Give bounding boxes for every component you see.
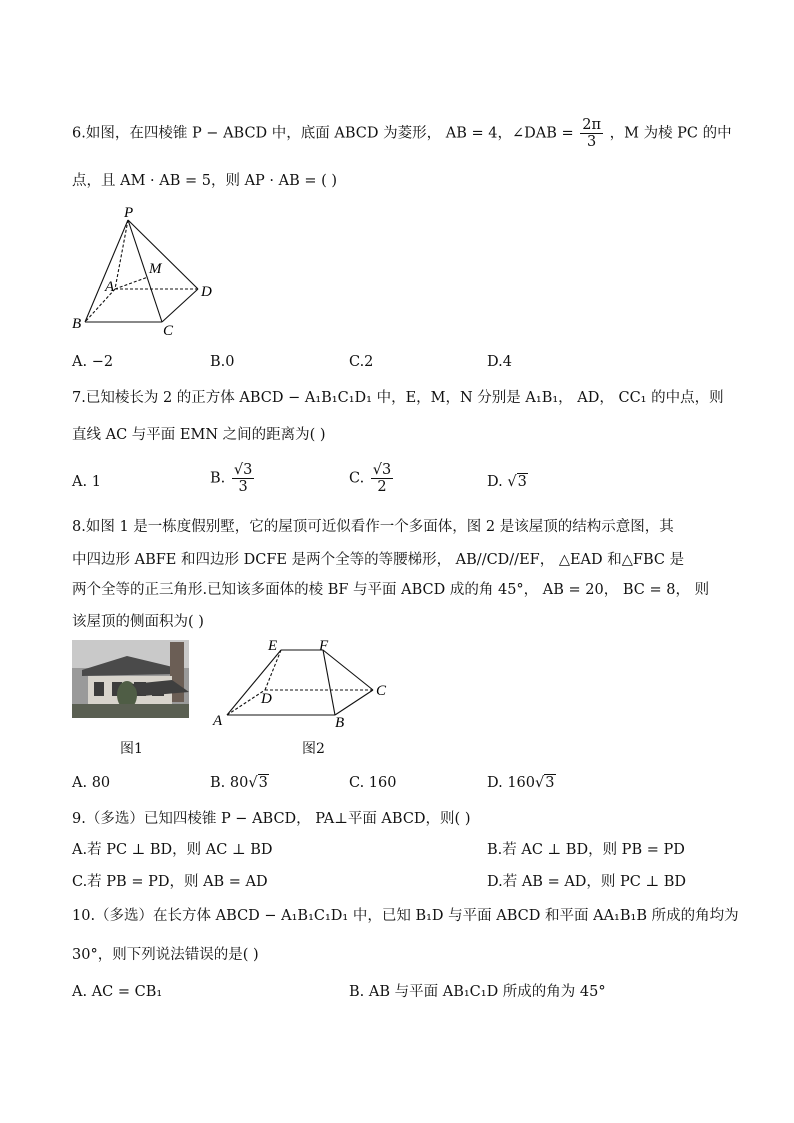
q7-option-b-den: 3 [238,479,248,495]
q8-option-a[interactable]: A. 80 [72,775,111,791]
q7-option-c-fraction [371,462,393,495]
edge-pd [128,220,198,289]
label-c: C [376,683,387,699]
label-m: M [149,261,162,277]
q8-line4: 该屋顶的侧面积为( ) [72,614,204,630]
q6-line2: 点，且 AM · AB = 5，则 AP · AB = ( ) [72,173,338,189]
q7-option-c-label: C. [349,470,365,487]
q7-option-d-radicand: 3 [517,474,527,490]
q7-line1: 7.已知棱长为 2 的正方体 ABCD − A₁B₁C₁D₁ 中，E，M，N 分别是 A₁B₁， AD， CC₁ 的中点，则 [72,390,724,406]
fig1-caption: 图1 [120,741,143,757]
q7-option-d-radical: √3 [507,474,527,490]
edge-cd [162,289,198,322]
q6-option-a[interactable]: A. −2 [72,354,114,370]
edge-ea [227,650,281,715]
q9-line1: 9.（多选）已知四棱锥 P − ABCD， PA⊥平面 ABCD，则( ) [72,811,471,827]
label-a: A [105,279,115,295]
q6-option-b[interactable]: B.0 [210,354,235,370]
edge-am [115,277,148,289]
label-b: B [72,316,82,332]
q7-option-d-label: D. [487,474,503,490]
q8-option-b-radical: √3 [248,775,268,791]
label-p: P [124,205,134,221]
q8-line2: 中四边形 ABFE 和四边形 DCFE 是两个全等的等腰梯形， AB//CD//EF， △EAD 和△FBC 是 [72,552,685,568]
q7-option-b[interactable] [210,462,256,495]
edge-ad [227,690,265,715]
label-c: C [163,323,174,339]
q7-option-b-num: √3 [233,462,253,478]
q6-line1-end: ，M 为棱 PC 的中 [609,125,732,142]
label-f: F [319,638,329,654]
q7-option-b-label: B. [210,470,226,487]
edge-fc [323,650,373,690]
q8-option-d-label: D. 160 [487,775,536,791]
edge-bc [335,690,373,715]
villa-photo [72,640,189,718]
roof-structure-figure [205,635,405,730]
q6-option-c[interactable]: C.2 [349,354,374,370]
edge-ed [265,650,281,690]
q8-option-d-radicand: 3 [545,775,555,791]
q9-option-b[interactable]: B.若 AC ⊥ BD，则 PB = PD [487,842,685,858]
label-d: D [201,284,212,300]
q7-option-c-num: √3 [372,462,392,478]
q6-frac-den: 3 [587,134,597,150]
q8-option-b[interactable] [210,773,269,793]
q9-option-d[interactable]: D.若 AB = AD，则 PC ⊥ BD [487,874,687,890]
q8-option-b-radicand: 3 [258,775,268,791]
q6-pyramid-figure [70,205,230,340]
q7-option-c-den: 2 [377,479,387,495]
q7-option-a[interactable]: A. 1 [72,474,101,490]
label-a: A [213,713,223,729]
q8-line3: 两个全等的正三角形.已知该多面体的棱 BF 与平面 ABCD 成的角 45°， AB = 20， BC = 8， 则 [72,582,710,598]
q6-option-d[interactable]: D.4 [487,354,512,370]
q10-option-a[interactable]: A. AC = CB₁ [72,984,163,1000]
q9-option-a[interactable]: A.若 PC ⊥ BD，则 AC ⊥ BD [72,842,273,858]
q8-option-c[interactable]: C. 160 [349,775,397,791]
q7-option-c[interactable] [349,462,395,495]
q7-line2: 直线 AC 与平面 EMN 之间的距离为( ) [72,427,326,443]
q9-option-c[interactable]: C.若 PB = PD，则 AB = AD [72,874,268,890]
q10-option-b[interactable]: B. AB 与平面 AB₁C₁D 所成的角为 45° [349,984,606,1000]
label-d: D [261,691,272,707]
label-b: B [335,715,345,730]
q8-line1: 8.如图 1 是一栋度假别墅，它的屋顶可近似看作一个多面体，图 2 是该屋顶的结构示意图，其 [72,519,674,535]
edge-pb [85,220,128,322]
edge-fb [323,650,335,715]
q8-option-b-label: B. 80 [210,775,249,791]
q6-angle-fraction [580,117,603,150]
fig2-caption: 图2 [302,741,325,757]
q7-option-d[interactable] [487,472,528,492]
q7-option-b-fraction [232,462,254,495]
q6-frac-num: 2π [582,117,601,133]
edge-pa [115,220,128,289]
q6-line1 [72,117,732,150]
q10-line2: 30°，则下列说法错误的是( ) [72,947,259,963]
q10-line1: 10.（多选）在长方体 ABCD − A₁B₁C₁D₁ 中，已知 B₁D 与平面 ABCD 和平面 AA₁B₁B 所成的角均为 [72,908,739,924]
label-e: E [268,638,278,654]
q6-line1-text: 6.如图，在四棱锥 P − ABCD 中，底面 ABCD 为菱形， AB = 4，∠DAB = [72,125,574,142]
q8-option-d[interactable] [487,773,556,793]
q8-option-d-radical: √3 [535,775,555,791]
